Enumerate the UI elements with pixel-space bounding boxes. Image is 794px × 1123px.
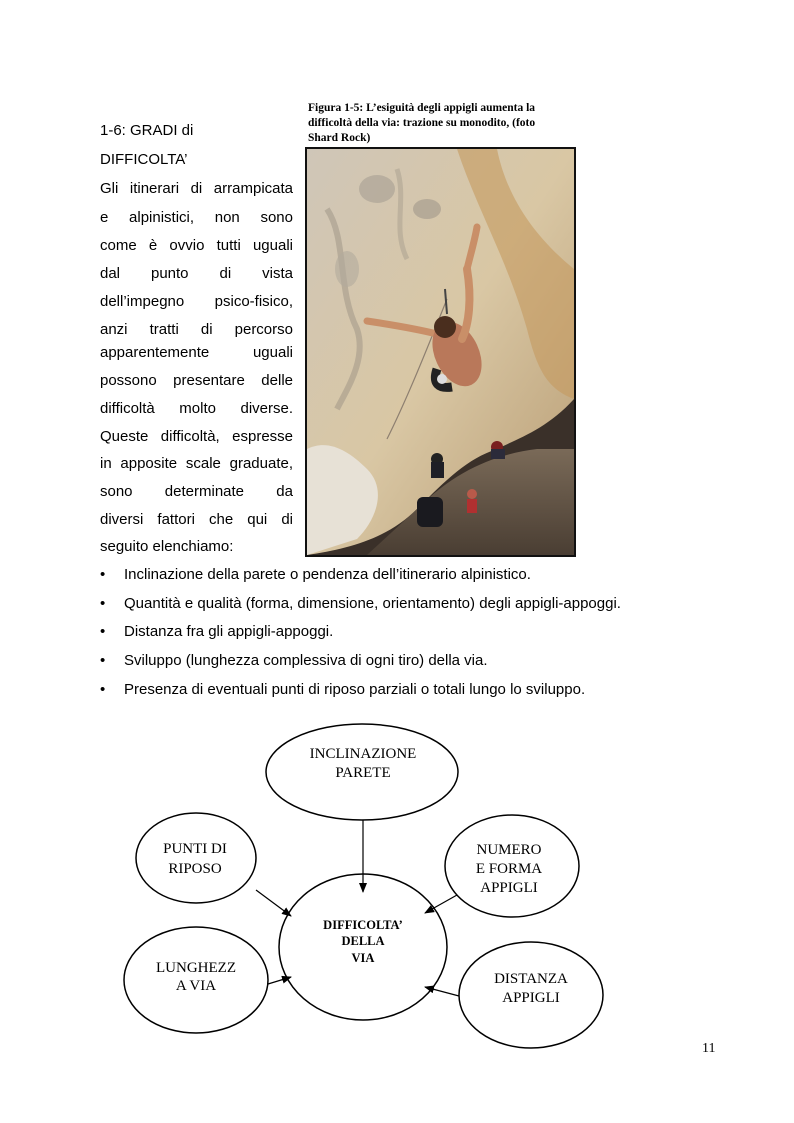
paragraph-line: possono presentare delle [100,372,293,389]
paragraph-line: anzi tratti di percorso [100,321,293,338]
node-lower-left-label-2: A VIA [175,978,217,994]
caption-line: Shard Rock) [308,132,371,144]
paragraph-line: difficoltà molto diverse. [100,400,293,417]
node-center-label-3: VIA [351,951,375,965]
node-top-label-1: INCLINAZIONE [309,746,417,762]
paragraph-line: sono determinate da [100,483,293,500]
bullet-icon: • [100,652,106,669]
paragraph-line: dell’impegno psico-fisico, [100,293,293,310]
caption-line: difficoltà della via: trazione su monodito, (foto [308,117,536,129]
node-lower-right-label-2: APPIGLI [502,990,560,1006]
node-upper-right-label-2: E FORMA [475,861,543,877]
caption-line: Figura 1-5: L’esiguità degli appigli aumenta la [308,102,536,114]
difficulty-factors-diagram [0,720,794,1060]
node-center-label-2: DELLA [341,934,385,948]
arrow-upper-left-to-center [256,890,291,916]
paragraph-line: apparentemente uguali [100,344,293,361]
paragraph-line: seguito elenchiamo: [100,538,234,555]
bullet-text: Quantità e qualità (forma, dimensione, orientamento) degli appigli-appoggi. [124,595,621,612]
paragraph-line: e alpinistici, non sono [100,209,293,226]
climbing-photo-illustration [307,149,574,555]
bullet-text: Sviluppo (lunghezza complessiva di ogni tiro) della via. [124,652,488,669]
arrow-upper-right-to-center [425,895,457,913]
section-heading-line2: DIFFICOLTA’ [100,151,188,168]
node-center-label-1: DIFFICOLTA’ [323,918,403,932]
node-upper-left [136,813,256,903]
paragraph-line: dal punto di vista [100,265,293,282]
paragraph-line: in apposite scale graduate, [100,455,293,472]
paragraph-line: diversi fattori che qui di [100,511,293,528]
section-heading-line1: 1-6: GRADI di [100,122,194,139]
node-upper-right-label-3: APPIGLI [480,880,538,896]
bullet-text: Inclinazione della parete o pendenza dell’itinerario alpinistico. [124,566,531,583]
bullet-text: Distanza fra gli appigli-appoggi. [124,623,334,640]
node-upper-right-label-1: NUMERO [476,842,542,858]
paragraph-line: Gli itinerari di arrampicata [100,180,293,197]
paragraph-line: come è ovvio tutti uguali [100,237,293,254]
node-upper-left-label-2: RIPOSO [168,861,222,877]
page-number: 11 [702,1041,716,1056]
node-lower-right-label-1: DISTANZA [494,971,568,987]
climbing-photo [305,147,576,557]
node-top-label-2: PARETE [335,765,391,781]
bullet-icon: • [100,681,106,698]
bullet-icon: • [100,623,106,640]
paragraph-line: Queste difficoltà, espresse [100,428,293,445]
figure-caption [308,101,588,146]
bullet-icon: • [100,595,106,612]
node-upper-left-label-1: PUNTI DI [163,841,227,857]
node-lower-left-label-1: LUNGHEZZ [156,960,236,976]
bullet-icon: • [100,566,106,583]
bullet-text: Presenza di eventuali punti di riposo parziali o totali lungo lo sviluppo. [124,681,586,698]
